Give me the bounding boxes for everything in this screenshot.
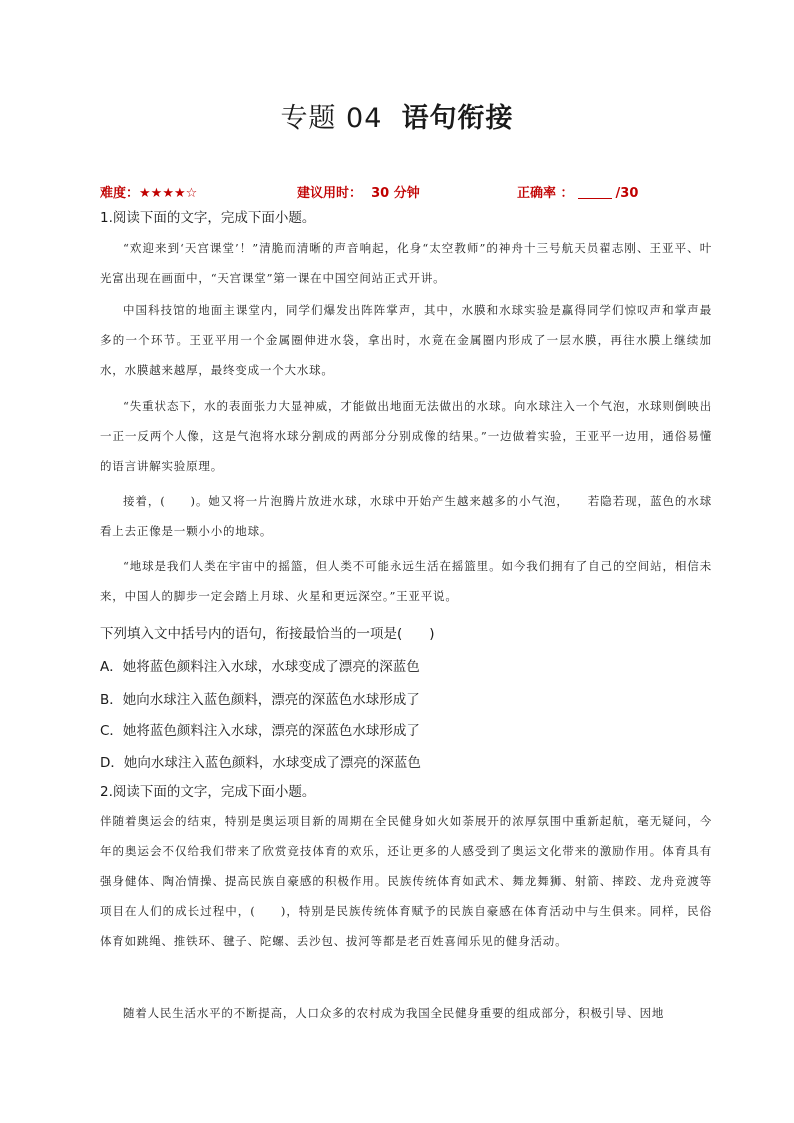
q1-stem: 下列填入文中括号内的语句，衔接最恰当的一项是( ) bbox=[100, 626, 435, 642]
difficulty bbox=[100, 182, 197, 201]
time-label: 建议用时： bbox=[297, 186, 363, 201]
q1-option-d[interactable]: D．她向水球注入蓝色颜料，水球变成了漂亮的深蓝色 bbox=[100, 755, 421, 771]
q2-heading: 2.阅读下面的文字，完成下面小题。 bbox=[100, 784, 316, 800]
accuracy-blank[interactable] bbox=[578, 186, 612, 199]
q1-paragraph-3: “失重状态下，水的表面张力大显神威，才能做出地面无法做出的水球。向水球注入一个气泡，水球则倒映出一正一反两个人像，这是气泡将水球分割成的两部分分别成像的结果。”一边做着实验，王亚平一边用，通俗易懂的语言讲解实验原理。 bbox=[100, 399, 712, 473]
q2-paragraph-2: 随着人民生活水平的不断提高，人口众多的农村成为我国全民健身重要的组成部分，积极引导、因地 bbox=[123, 1006, 665, 1020]
q1-option-b[interactable]: B．她向水球注入蓝色颜料，漂亮的深蓝色水球形成了 bbox=[100, 692, 420, 708]
accuracy bbox=[517, 182, 638, 201]
q2-paragraph-1: 伴随着奥运会的结束，特别是奥运项目新的周期在全民健身如火如荼展开的浓厚氛围中重新起航，毫无疑问，今年的奥运会不仅给我们带来了欣赏竞技体育的欢乐，还让更多的人感受到了奥运文化带来的激励作用。体育具有强身健体、陶冶情操、提高民族自豪感的积极作用。民族传统体育如武术、舞龙舞狮、射箭、摔跤、龙舟竞渡等项目在人们的成长过程中，( )，特别是民族传统体育赋予的民族自豪感在体育活动中与生俱来。同样，民俗体育如跳绳、推铁环、毽子、陀螺、丢沙包、拔河等都是老百姓喜闻乐见的健身活动。 bbox=[100, 814, 712, 948]
q1-heading: 1.阅读下面的文字，完成下面小题。 bbox=[100, 210, 316, 226]
difficulty-label: 难度： bbox=[100, 186, 140, 201]
q1-paragraph-5: “地球是我们人类在宇宙中的摇篮，但人类不可能永远生活在摇篮里。如今我们拥有了自己的空间站，相信未来，中国人的脚步一定会踏上月球、火星和更远深空。”王亚平说。 bbox=[100, 559, 712, 603]
title-prefix: 专题 04 bbox=[280, 103, 383, 134]
time-value: 30 分钟 bbox=[371, 186, 420, 201]
q1-option-a[interactable]: A．她将蓝色颜料注入水球，水球变成了漂亮的深蓝色 bbox=[100, 659, 420, 675]
title-main: 语句衔接 bbox=[401, 103, 514, 134]
q1-paragraph-1: “欢迎来到‘天宫课堂’！”清脆而清晰的声音响起，化身“太空教师”的神舟十三号航天员翟志刚、王亚平、叶光富出现在画面中，“天宫课堂”第一课在中国空间站正式开讲。 bbox=[100, 241, 712, 285]
accuracy-label: 正确率 ： bbox=[517, 186, 574, 201]
difficulty-stars: ★★★★☆ bbox=[139, 186, 198, 201]
meta-row bbox=[0, 182, 794, 202]
accuracy-total: /30 bbox=[615, 186, 639, 201]
q1-option-c[interactable]: C．她将蓝色颜料注入水球，漂亮的深蓝色水球形成了 bbox=[100, 723, 420, 739]
q1-paragraph-2: 中国科技馆的地面主课堂内，同学们爆发出阵阵掌声，其中，水膜和水球实验是赢得同学们惊叹声和掌声最多的一个环节。王亚平用一个金属圈伸进水袋，拿出时，水竟在金属圈内形成了一层水膜，再往水膜上继续加水，水膜越来越厚，最终变成一个大水球。 bbox=[100, 303, 712, 377]
q1-paragraph-4: 接着，( )。她又将一片泡腾片放进水球，水球中开始产生越来越多的小气泡， 若隐若现，蓝色的水球看上去正像是一颗小小的地球。 bbox=[100, 494, 712, 538]
suggested-time bbox=[297, 182, 420, 201]
page-title bbox=[0, 96, 794, 135]
